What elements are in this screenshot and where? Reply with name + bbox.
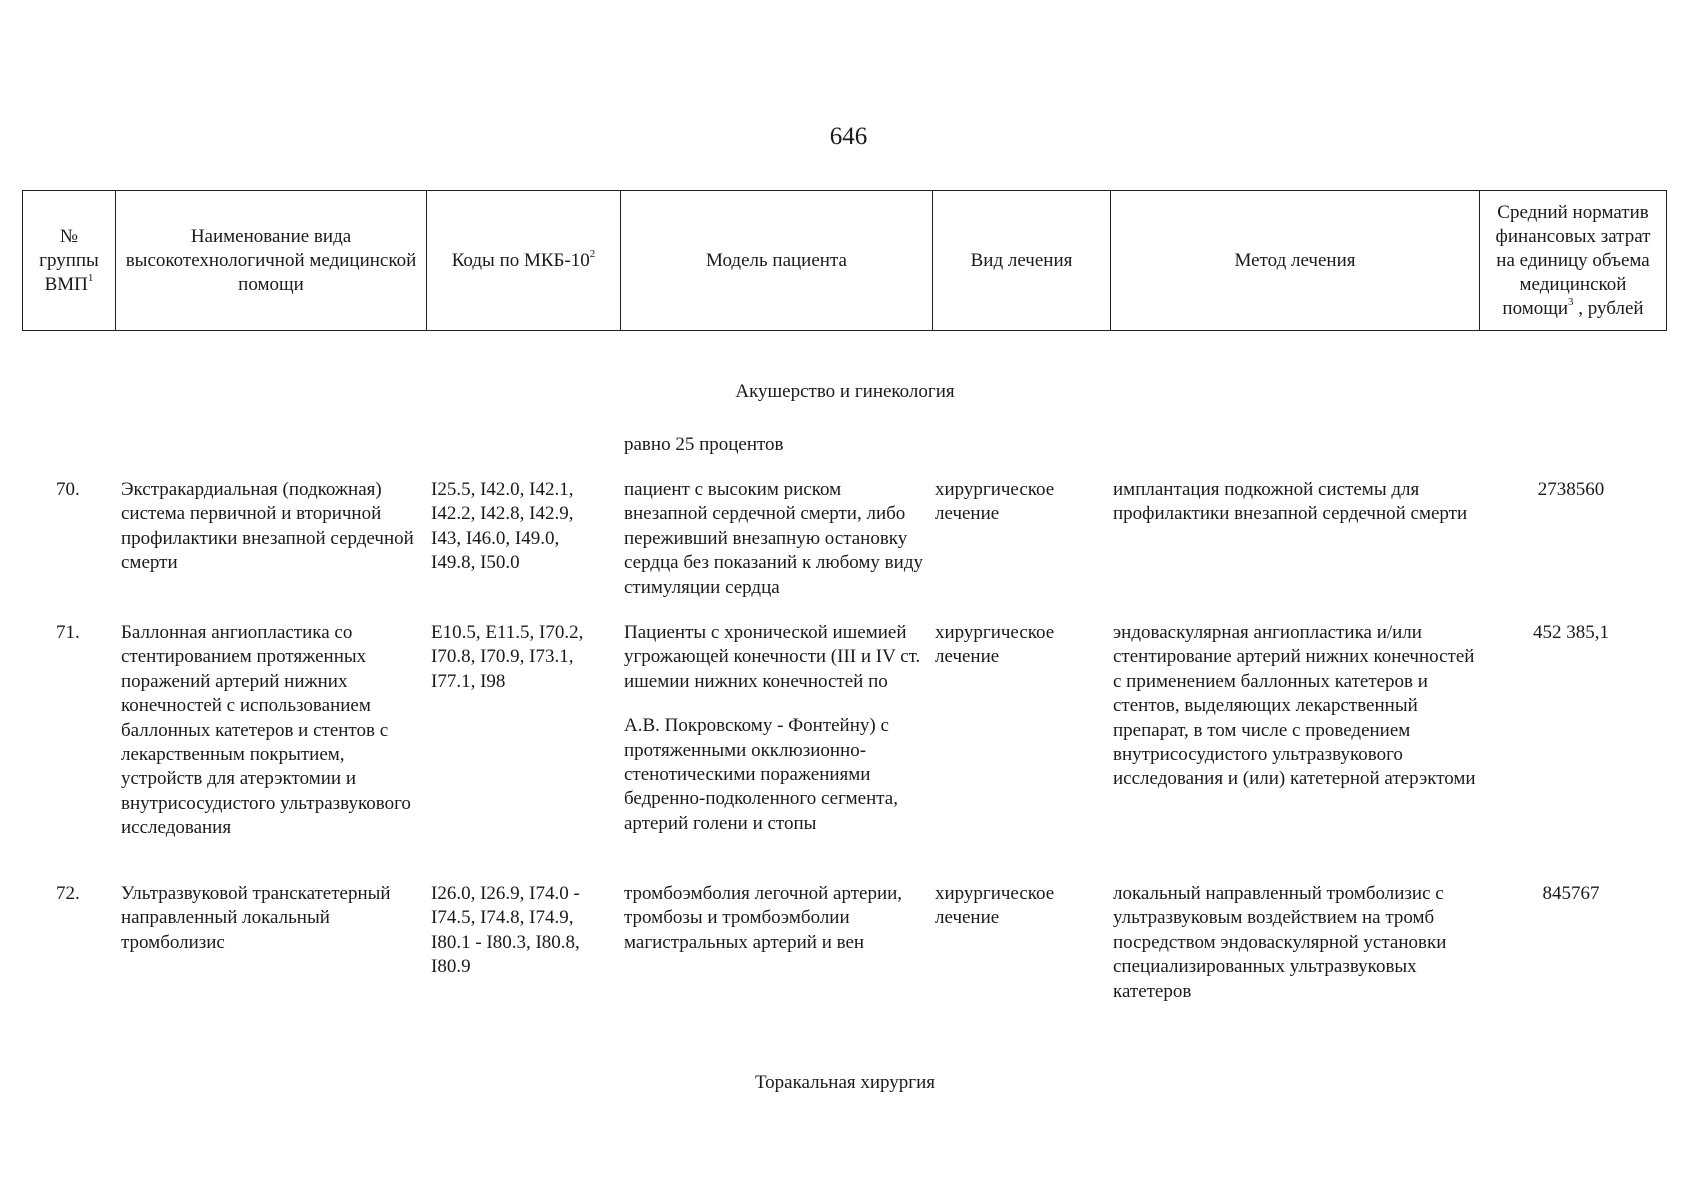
page-number: 646: [829, 123, 868, 150]
row-72-treatment-type: хирургическое лечение: [935, 883, 1055, 929]
header-treatment-method: Метод лечения: [1111, 191, 1480, 331]
table-header: [22, 190, 1667, 331]
row-71-patient-model-part2: А.В. Покровскому - Фонтейну) с протяженными окклюзионно-стенотическими поражениями бедренно-подколенного сегмента, артерий голени и стопы: [624, 715, 898, 834]
row-71-treatment-type: хирургическое лечение: [935, 622, 1055, 668]
row-71-number: 71.: [56, 622, 80, 643]
section-title-thoracic: Торакальная хирургия: [754, 1072, 935, 1093]
continuation-text: равно 25 процентов: [624, 434, 784, 455]
row-70-patient-model: пациент с высоким риском внезапной сердечной смерти, либо переживший внезапную остановку сердца без показаний к любому виду стимуляции сердца: [624, 479, 923, 598]
section-title-obstetrics: Акушерство и гинекология: [735, 381, 955, 402]
row-70-cost: 2738560: [1537, 479, 1605, 500]
header-treatment-type: Вид лечения: [933, 191, 1111, 331]
row-72-name: Ультразвуковой транскатетерный направленный локальный тромболизис: [121, 883, 391, 953]
row-70-treatment-type: хирургическое лечение: [935, 479, 1055, 525]
row-70-name: Экстракардиальная (подкожная) система первичной и вторичной профилактики внезапной сердечной смерти: [121, 479, 414, 574]
row-71-patient-model: [624, 621, 929, 836]
row-72-codes: I26.0, I26.9, I74.0 - I74.5, I74.8, I74.9, I80.1 - I80.3, I80.8, I80.9: [431, 883, 580, 978]
header-icd-codes: Коды по МКБ-$10^2$: [427, 191, 621, 331]
row-72-treatment-method: локальный направленный тромболизис с ультразвуковым воздействием на тромб посредством эндоваскулярной установки специализированных ультразвуковых катетеров: [1113, 883, 1447, 1002]
row-72-patient-model: тромбоэмболия легочной артерии, тромбозы и тромбоэмболии магистральных артерий и вен: [624, 883, 903, 953]
row-70-codes: I25.5, I42.0, I42.1, I42.2, I42.8, I42.9, I43, I46.0, I49.0, I49.8, I50.0: [431, 479, 574, 574]
row-71-treatment-method: эндоваскулярная ангиопластика и/или стентирование артерий нижних конечностей с применением баллонных катетеров и стентов, выделяющих лекарственный препарат, в том числе с проведением внутрисосудистого ультразвукового исследования и (или) катетерной атерэктоми: [1113, 622, 1476, 790]
row-70-number: 70.: [56, 479, 80, 500]
row-71-patient-model-part1: Пациенты с хронической ишемией угрожающей конечности (III и IV ст. ишемии нижних конечностей по: [624, 622, 921, 692]
header-patient-model: Модель пациента: [621, 191, 933, 331]
header-group-number: № группы ВМП$^1$: [23, 191, 116, 331]
row-71-name: Баллонная ангиопластика со стентированием протяженных поражений артерий нижних конечностей с использованием баллонных катетеров и стентов с лекарственным покрытием, устройств для атерэктомии и внутрисосудистого ультразвукового исследования: [121, 622, 411, 839]
header-care-type-name: Наименование вида высокотехнологичной медицинской помощи: [116, 191, 427, 331]
row-71-codes: E10.5, E11.5, I70.2, I70.8, I70.9, I73.1, I77.1, I98: [431, 622, 584, 692]
row-72-number: 72.: [56, 883, 80, 904]
header-cost-norm: Средний норматив финансовых затрат на единицу объема медицинской помощи$^3$ , рублей: [1480, 191, 1667, 331]
row-71-cost: 452 385,1: [1533, 622, 1609, 643]
row-72-cost: 845767: [1542, 883, 1600, 904]
row-70-treatment-method: имплантация подкожной системы для профилактики внезапной сердечной смерти: [1113, 479, 1468, 525]
